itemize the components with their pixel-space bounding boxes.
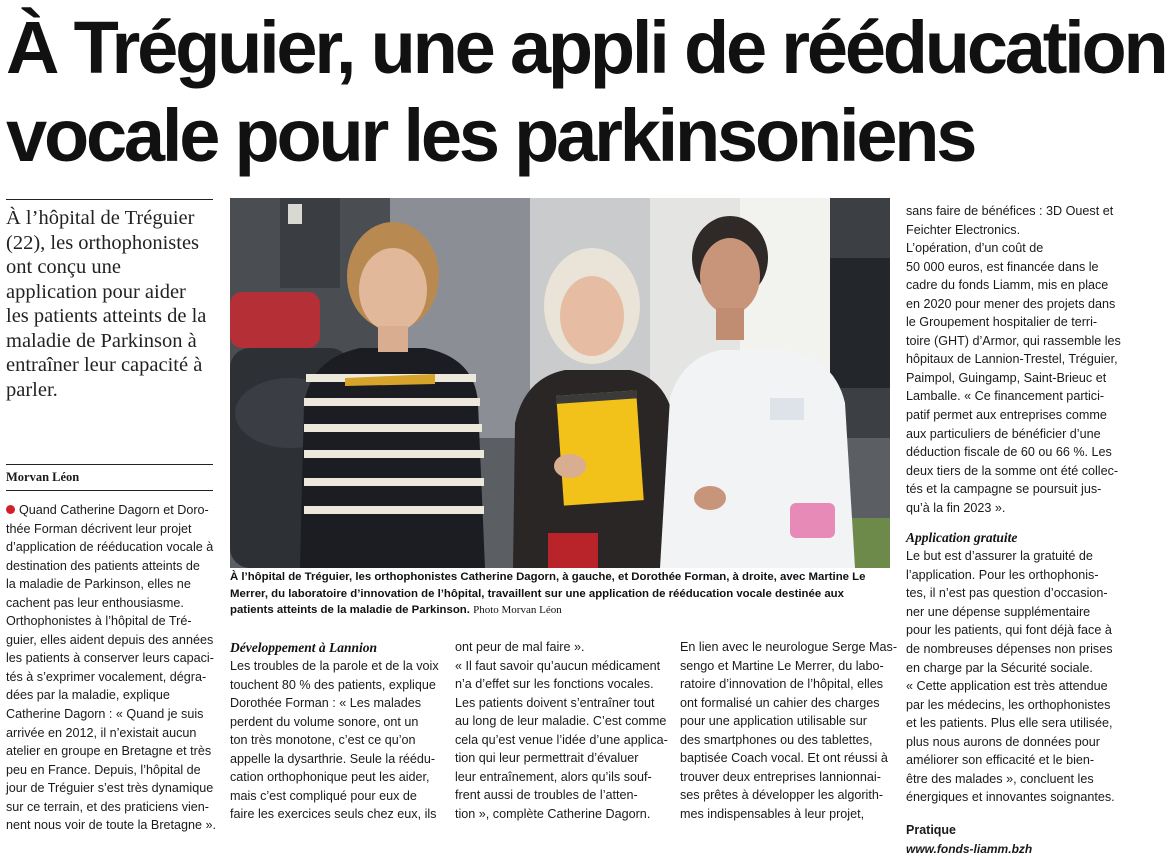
col1-line: peu en France. Depuis, l’hôpital de xyxy=(6,761,213,780)
photo-illustration xyxy=(230,198,890,568)
col2-line: ton très monotone, c’est ce qu’on xyxy=(230,731,439,750)
col1-line: Orthophonistes à l’hôpital de Tré- xyxy=(6,612,213,631)
col5-line: pour les patients, qui font déjà face à xyxy=(906,621,1114,640)
col1-line: Quand Catherine Dagorn et Doro- xyxy=(6,501,213,520)
col5-line: cadre du fonds Liamm, mis en place xyxy=(906,276,1114,295)
col3-line: n’a d’effet sur les fonctions vocales. xyxy=(455,675,663,694)
col4-line: trouver deux entreprises lannionnai- xyxy=(680,768,889,787)
col2-line: mais c’est compliqué pour eux de xyxy=(230,787,439,806)
col5-line: 50 000 euros, est financée dans le xyxy=(906,258,1114,277)
col5-line: l’application. Pour les orthophonis- xyxy=(906,566,1114,585)
col5-line: qu’à la fin 2023 ». xyxy=(906,499,1114,518)
col2-line: Dorothée Forman : « Les malades xyxy=(230,694,439,713)
col5-line: de nombreuses dépenses non prises xyxy=(906,640,1114,659)
col1-line: sur ce terrain, et des praticiens vien- xyxy=(6,798,213,817)
col1-line: cachent pas leur enthousiasme. xyxy=(6,594,213,613)
col5-line: en charge par la Sécurité sociale. xyxy=(906,659,1114,678)
col3-line: frent aussi de troubles de l’atten- xyxy=(455,786,663,805)
column-2 xyxy=(230,639,439,824)
col1-line: tés à s’exprimer vocalement, dégra- xyxy=(6,668,213,687)
article-photo xyxy=(230,198,890,568)
author-bottom-rule xyxy=(6,490,213,491)
column-3 xyxy=(455,638,663,823)
col4-line: mes indispensables à leur projet, xyxy=(680,805,889,824)
headline xyxy=(6,4,1124,180)
col3-line: Les patients doivent s’entraîner tout xyxy=(455,694,663,713)
pratique-link[interactable]: www.fonds-liamm.bzh xyxy=(906,840,1114,858)
col5-line: par les médecins, les orthophonistes xyxy=(906,696,1114,715)
subhead-developpement: Développement à Lannion xyxy=(230,639,439,657)
col5-line: L’opération, d’un coût de xyxy=(906,239,1114,258)
author-rule xyxy=(6,464,213,465)
column-5 xyxy=(906,202,1114,858)
col3-line: ont peur de mal faire ». xyxy=(455,638,663,657)
col5-line: « Cette application est très attendue xyxy=(906,677,1114,696)
column-1 xyxy=(6,501,213,835)
col4-line: ses prêtes à développer les algorith- xyxy=(680,786,889,805)
col5-line: être des malades », concluent les xyxy=(906,770,1114,789)
col5-line: sans faire de bénéfices : 3D Ouest et xyxy=(906,202,1114,221)
col4-line: baptisée Coach vocal. Et ont réussi à xyxy=(680,749,889,768)
col3-line: au long de leur maladie. C’est comme xyxy=(455,712,663,731)
col1-line: guier, elles aident depuis des années xyxy=(6,631,213,650)
col5-line: déduction fiscale de 60 ou 66 %. Les xyxy=(906,443,1114,462)
col5-line: toire (GHT) d’Armor, qui rassemble les xyxy=(906,332,1114,351)
col1-line: nent nous voir de toute la Bretagne ». xyxy=(6,816,213,835)
col2-line: perdent du volume sonore, ont un xyxy=(230,713,439,732)
col5-line: aux particuliers de bénéficier d’une xyxy=(906,425,1114,444)
col1-line: jour de Tréguier s’est très dynamique xyxy=(6,779,213,798)
col2-line: Les troubles de la parole et de la voix xyxy=(230,657,439,676)
col1-line: la maladie de Parkinson, elles ne xyxy=(6,575,213,594)
col5-line: hôpitaux de Lannion-Trestel, Tréguier, xyxy=(906,350,1114,369)
caption-text: À l’hôpital de Tréguier, les orthophonistes Catherine Dagorn, à gauche, et Dorothée Forman, à droite, avec Martine Le Merrer, du laboratoire d’innovation de l’hôpital, travaillent sur une application de rééducation vocale destinée aux patients atteints de la maladie de Parkinson. xyxy=(230,571,865,616)
author-byline: Morvan Léon xyxy=(6,470,79,485)
col4-line: pour une application utilisable sur xyxy=(680,712,889,731)
col2-line: cation orthophonique peut les aider, xyxy=(230,768,439,787)
col3-line: leur entraînement, alors qu’ils souf- xyxy=(455,768,663,787)
col5-line: plus nous aurons de données pour xyxy=(906,733,1114,752)
headline-line-1: À Tréguier, une appli de rééducation xyxy=(6,4,1124,92)
col5-line: tés et la campagne se poursuit jus- xyxy=(906,480,1114,499)
photo-credit: Photo Morvan Léon xyxy=(473,604,562,616)
col5-line: améliorer son efficacité et le bien- xyxy=(906,751,1114,770)
column-4 xyxy=(680,638,889,823)
subhead-application-gratuite: Application gratuite xyxy=(906,529,1114,547)
col1-line: les patients à conserver leurs capaci- xyxy=(6,649,213,668)
col5-line: ner une dépense supplémentaire xyxy=(906,603,1114,622)
col1-line: destination des patients atteints de xyxy=(6,557,213,576)
col5-line: en 2020 pour mener des projets dans xyxy=(906,295,1114,314)
photo-caption xyxy=(230,569,890,619)
col5-line: Lamballe. « Ce financement partici- xyxy=(906,387,1114,406)
col1-line: Catherine Dagorn : « Quand je suis xyxy=(6,705,213,724)
col1-line: thée Forman décrivent leur projet xyxy=(6,520,213,539)
bullet-dot-icon xyxy=(6,505,15,514)
col5-line: Le but est d’assurer la gratuité de xyxy=(906,547,1114,566)
pratique-title: Pratique xyxy=(906,821,1114,840)
col1-line: arrivée en 2012, il n’existait aucun xyxy=(6,724,213,743)
col2-line: touchent 80 % des patients, explique xyxy=(230,676,439,695)
col5-line: énergiques et innovantes soignantes. xyxy=(906,788,1114,807)
col4-line: ont formalisé un cahier des charges xyxy=(680,694,889,713)
col5-line: deux tiers de la somme ont été collec- xyxy=(906,462,1114,481)
col2-line: appelle la dysarthrie. Seule la réédu- xyxy=(230,750,439,769)
col1-line: atelier en groupe en Bretagne et très xyxy=(6,742,213,761)
col5-line: le Groupement hospitalier de terri- xyxy=(906,313,1114,332)
col5-line: patif permet aux entreprises comme xyxy=(906,406,1114,425)
col3-line: tion », complète Catherine Dagorn. xyxy=(455,805,663,824)
col5-line: tes, il n’est pas question d’occasion- xyxy=(906,584,1114,603)
col4-line: ratoire d’innovation de l’hôpital, elles xyxy=(680,675,889,694)
col5-line: Paimpol, Guingamp, Saint-Brieuc et xyxy=(906,369,1114,388)
col4-line: des smartphones ou des tablettes, xyxy=(680,731,889,750)
chapo-top-rule xyxy=(6,199,213,200)
col4-line: En lien avec le neurologue Serge Mas- xyxy=(680,638,889,657)
col5-line: et les patients. Plus elle sera utilisée, xyxy=(906,714,1114,733)
col3-line: tion qui leur permettrait d’évaluer xyxy=(455,749,663,768)
chapo: À l’hôpital de Tréguier (22), les orthophonistes ont conçu une application pour aider les patients atteints de la maladie de Parkinson à entraîner leur capacité à parler. xyxy=(6,206,213,402)
col3-line: « Il faut savoir qu’aucun médicament xyxy=(455,657,663,676)
col1-line: d’application de rééducation vocale à xyxy=(6,538,213,557)
col2-line: faire les exercices seuls chez eux, ils xyxy=(230,805,439,824)
col3-line: cela qu’est venue l’idée d’une applica- xyxy=(455,731,663,750)
col5-line: Feichter Electronics. xyxy=(906,221,1114,240)
headline-line-2: vocale pour les parkinsoniens xyxy=(6,92,1124,180)
col1-line: dées par la maladie, explique xyxy=(6,686,213,705)
col4-line: sengo et Martine Le Merrer, du labo- xyxy=(680,657,889,676)
